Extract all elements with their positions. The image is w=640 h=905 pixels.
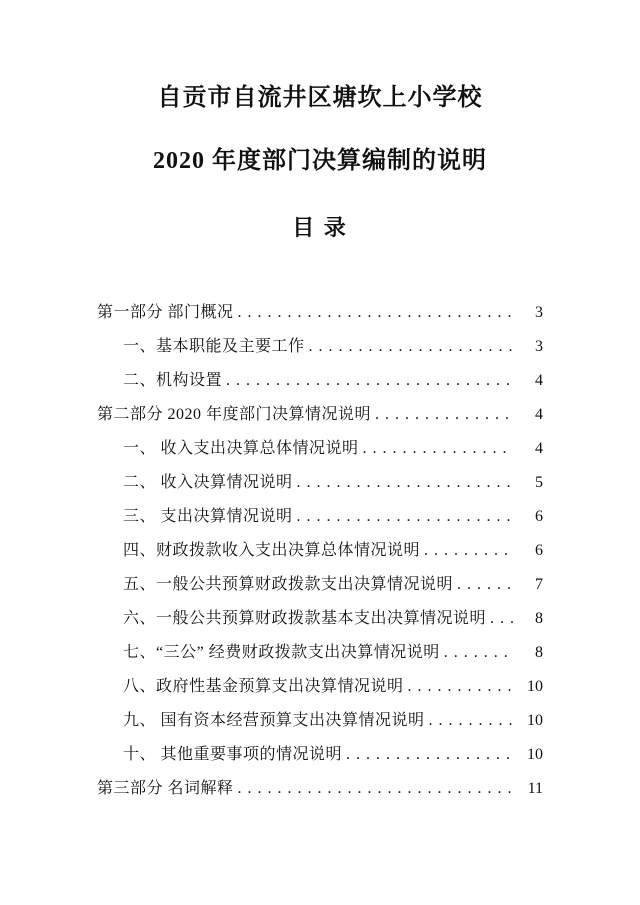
toc-entry-label: 一、 收入支出决算总体情况说明 xyxy=(123,440,359,457)
toc-entry-label: 一、基本职能及主要工作 xyxy=(123,338,305,355)
toc-entry-label: 十、 其他重要事项的情况说明 xyxy=(123,746,343,763)
toc-entry xyxy=(97,466,543,500)
toc-dot-leader xyxy=(490,602,513,636)
toc-dot-leader xyxy=(238,772,513,806)
table-of-contents xyxy=(97,296,543,806)
toc-dot-leader xyxy=(444,636,513,670)
toc-entry xyxy=(97,602,543,636)
toc-entry-label: 五、一般公共预算财政拨款支出决算情况说明 xyxy=(123,576,454,593)
toc-entry-page: 10 xyxy=(527,746,543,763)
toc-entry-label: 二、 收入决算情况说明 xyxy=(123,474,293,491)
toc-entry-label: 八、政府性基金预算支出决算情况说明 xyxy=(123,678,404,695)
toc-dot-leader xyxy=(297,500,513,534)
toc-entry-label: 四、财政拨款收入支出决算总体情况说明 xyxy=(123,542,421,559)
toc-dot-leader xyxy=(238,296,513,330)
toc-entry-label: 六、一般公共预算财政拨款基本支出决算情况说明 xyxy=(123,610,487,627)
toc-entry xyxy=(97,296,543,330)
toc-entry xyxy=(97,636,543,670)
toc-entry-page: 6 xyxy=(535,542,543,559)
toc-entry xyxy=(97,568,543,602)
toc-entry-label: 第二部分 2020 年度部门决算情况说明 xyxy=(97,406,372,423)
toc-entry xyxy=(97,704,543,738)
toc-dot-leader xyxy=(375,398,513,432)
toc-entry-page: 3 xyxy=(535,304,543,321)
toc-entry-label: 第一部分 部门概况 xyxy=(97,304,234,321)
toc-dot-leader xyxy=(429,704,513,738)
toc-entry xyxy=(97,534,543,568)
toc-entry xyxy=(97,330,543,364)
toc-entry-page: 11 xyxy=(527,780,543,797)
toc-entry-label: 七、“三公” 经费财政拨款支出决算情况说明 xyxy=(123,644,440,661)
toc-dot-leader xyxy=(346,738,513,772)
toc-entry xyxy=(97,500,543,534)
toc-dot-leader xyxy=(363,432,513,466)
toc-entry xyxy=(97,738,543,772)
toc-entry xyxy=(97,398,543,432)
toc-entry-page: 4 xyxy=(535,440,543,457)
document-title: 自贡市自流井区塘坎上小学校 xyxy=(157,85,483,111)
toc-entry-page: 10 xyxy=(527,678,543,695)
toc-entry xyxy=(97,364,543,398)
toc-entry-page: 6 xyxy=(535,508,543,525)
toc-entry-page: 10 xyxy=(527,712,543,729)
toc-entry-page: 3 xyxy=(535,338,543,355)
toc-heading: 目 录 xyxy=(292,215,348,240)
toc-dot-leader xyxy=(408,670,513,704)
toc-entry-page: 4 xyxy=(535,372,543,389)
toc-entry-label: 九、 国有资本经营预算支出决算情况说明 xyxy=(123,712,425,729)
toc-dot-leader xyxy=(424,534,513,568)
toc-entry-page: 7 xyxy=(535,576,543,593)
toc-entry-label: 第三部分 名词解释 xyxy=(97,780,234,797)
toc-entry xyxy=(97,772,543,806)
toc-entry-page: 8 xyxy=(535,610,543,627)
toc-entry xyxy=(97,432,543,466)
toc-dot-leader xyxy=(297,466,513,500)
toc-dot-leader xyxy=(226,364,513,398)
toc-entry-label: 二、机构设置 xyxy=(123,372,223,389)
toc-dot-leader xyxy=(309,330,513,364)
toc-entry-page: 5 xyxy=(535,474,543,491)
document-subtitle: 2020 年度部门决算编制的说明 xyxy=(153,148,487,174)
toc-entry-page: 4 xyxy=(535,406,543,423)
toc-entry xyxy=(97,670,543,704)
toc-entry-label: 三、 支出决算情况说明 xyxy=(123,508,293,525)
toc-dot-leader xyxy=(457,568,513,602)
toc-entry-page: 8 xyxy=(535,644,543,661)
